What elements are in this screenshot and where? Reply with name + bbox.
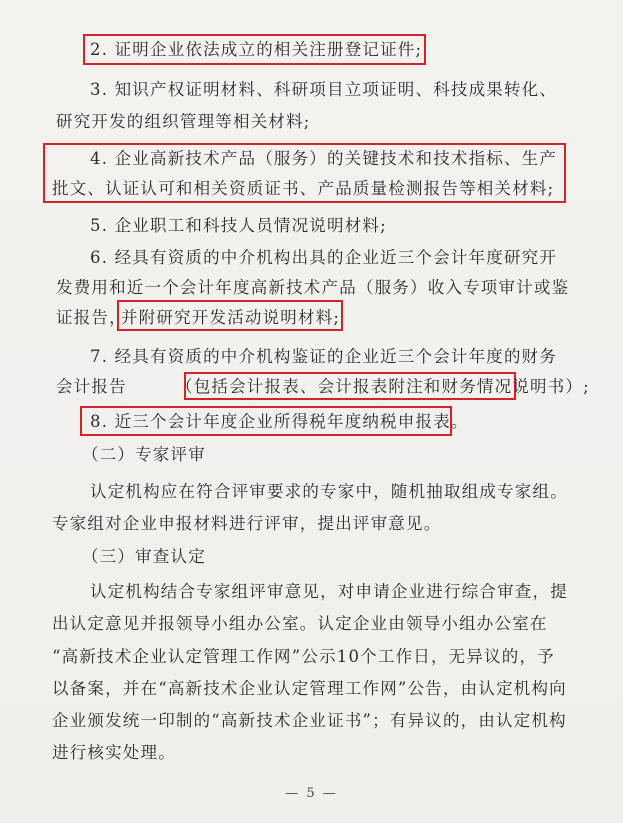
text-line: 企业颁发统一印制的“高新技术企业证书”；有异议的，由认定机构 — [52, 711, 567, 730]
section-heading: （三）审查认定 — [82, 547, 206, 566]
text-line: 4. 企业高新技术产品（服务）的关键技术和技术指标、生产 — [90, 149, 558, 168]
text-line: 2. 证明企业依法成立的相关注册登记证件; — [90, 40, 423, 59]
text-line: 研究开发的组织管理等相关材料; — [56, 112, 311, 131]
text-line: 6. 经具有资质的中介机构出具的企业近三个会计年度研究开 — [90, 248, 558, 267]
text-line: 证报告， — [56, 308, 127, 327]
text-line: （包括会计报表、会计报表附注和财务情况说明书）; — [176, 377, 590, 396]
section-heading: （二）专家评审 — [82, 445, 206, 464]
text-line: 发费用和近一个会计年度高新技术产品（服务）收入专项审计或鉴 — [56, 278, 570, 297]
text-line: 8. 近三个会计年度企业所得税年度纳税申报表。 — [90, 412, 469, 431]
text-line: 7. 经具有资质的中介机构鉴证的企业近三个会计年度的财务 — [90, 347, 558, 366]
text-line: 出认定意见并报领导小组办公室。认定企业由领导小组办公室在 — [52, 614, 548, 633]
text-line: 3. 知识产权证明材料、科研项目立项证明、科技成果转化、 — [90, 80, 558, 99]
text-line: 5. 企业职工和科技人员情况说明材料; — [90, 216, 387, 235]
page-number: — 5 — — [285, 786, 338, 801]
text-line: 进行核实处理。 — [52, 743, 176, 762]
text-line: 专家组对企业申报材料进行评审，提出评审意见。 — [52, 514, 442, 533]
text-line: 并附研究开发活动说明材料; — [121, 308, 341, 327]
text-line: 批文、认证认可和相关资质证书、产品质量检测报告等相关材料; — [52, 179, 555, 198]
text-line: 以备案，并在“高新技术企业认定管理工作网”公告，由认定机构向 — [52, 679, 567, 698]
text-line: 认定机构应在符合评审要求的专家中，随机抽取组成专家组。 — [90, 482, 568, 501]
text-line: 认定机构结合专家组评审意见，对申请企业进行综合审查，提 — [90, 582, 568, 601]
text-line: 会计报告 — [56, 377, 127, 396]
text-line: “高新技术企业认定管理工作网”公示10个工作日，无异议的，予 — [52, 647, 555, 666]
